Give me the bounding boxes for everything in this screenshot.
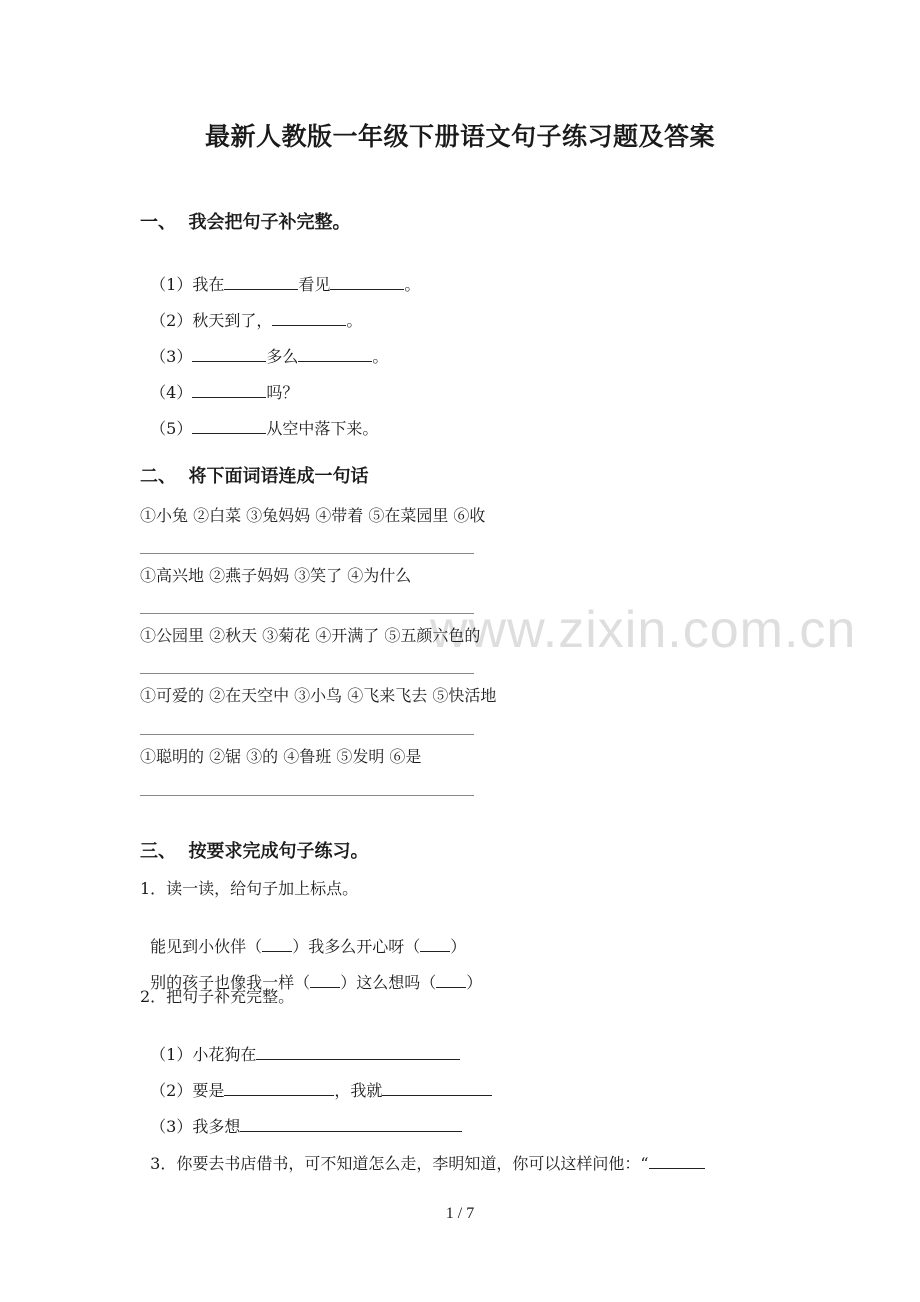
- page-title: 最新人教版一年级下册语文句子练习题及答案: [204, 122, 715, 151]
- item-text: 能见到小伙伴（: [150, 937, 263, 956]
- answer-line: [140, 613, 474, 614]
- section2-item-3: ①公园里 ②秋天 ③菊花 ④开满了 ⑤五颜六色的: [140, 626, 481, 645]
- item-text: 。: [404, 275, 421, 294]
- item-text: ）我多么开心呀（: [292, 937, 421, 956]
- answer-blank: [649, 1154, 705, 1169]
- item-text: ）这么想吗（: [340, 973, 437, 992]
- item-text: 多么: [266, 347, 299, 366]
- q3-label: [140, 1131, 705, 1175]
- item-text: ，我就: [334, 1081, 383, 1100]
- section2-item-4: ①可爱的 ②在天空中 ③小鸟 ④飞来飞去 ⑤快活地: [140, 686, 497, 705]
- item-text: 3．你要去书店借书，可不知道怎么走，李明知道，你可以这样问他：“: [150, 1154, 649, 1173]
- section2-item-2: ①高兴地 ②燕子妈妈 ③笑了 ④为什么: [140, 566, 412, 585]
- item-text: 吗？: [266, 383, 299, 402]
- answer-blank: [298, 347, 372, 362]
- q2-label: 2．把句子补充完整。: [140, 987, 295, 1006]
- item-text: ）: [450, 937, 467, 956]
- item-text: 看见: [298, 275, 331, 294]
- item-text: （1）我在: [150, 275, 225, 294]
- item-text: （1）小花狗在: [150, 1045, 257, 1064]
- item-text: ）: [466, 973, 483, 992]
- item-text: 。: [372, 347, 389, 366]
- section2-item-5: ①聪明的 ②锯 ③的 ④鲁班 ⑤发明 ⑥是: [140, 747, 422, 766]
- section1-item-5: [140, 396, 378, 440]
- q1-label: 1．读一读，给句子加上标点。: [140, 879, 359, 898]
- section2-heading: 二、 将下面词语连成一句话: [140, 466, 369, 487]
- item-text: （3）我多想: [150, 1117, 241, 1136]
- item-text: 别的孩子也像我一样（: [150, 973, 311, 992]
- watermark: www.zixin.com.cn: [430, 601, 857, 659]
- answer-blank: [310, 973, 340, 988]
- section2-item-1: ①小兔 ②白菜 ③兔妈妈 ④带着 ⑤在菜园里 ⑥收: [140, 506, 486, 525]
- answer-blank: [192, 419, 266, 434]
- item-text: （2）要是: [150, 1081, 225, 1100]
- page-number: 1 / 7: [445, 1205, 475, 1222]
- answer-line: [140, 795, 474, 796]
- item-text: （3）: [150, 347, 193, 366]
- answer-line: [140, 673, 474, 674]
- item-text: （4）: [150, 383, 193, 402]
- section3-heading: 三、 按要求完成句子练习。: [140, 841, 369, 862]
- answer-blank: [436, 973, 466, 988]
- answer-blank: [240, 1117, 462, 1132]
- item-text: 。: [346, 311, 363, 330]
- item-text: （5）: [150, 419, 193, 438]
- section1-heading: 一、 我会把句子补完整。: [140, 212, 351, 233]
- item-text: （2）秋天到了，: [150, 311, 273, 330]
- answer-line: [140, 734, 474, 735]
- item-text: 从空中落下来。: [266, 419, 379, 438]
- answer-line: [140, 553, 474, 554]
